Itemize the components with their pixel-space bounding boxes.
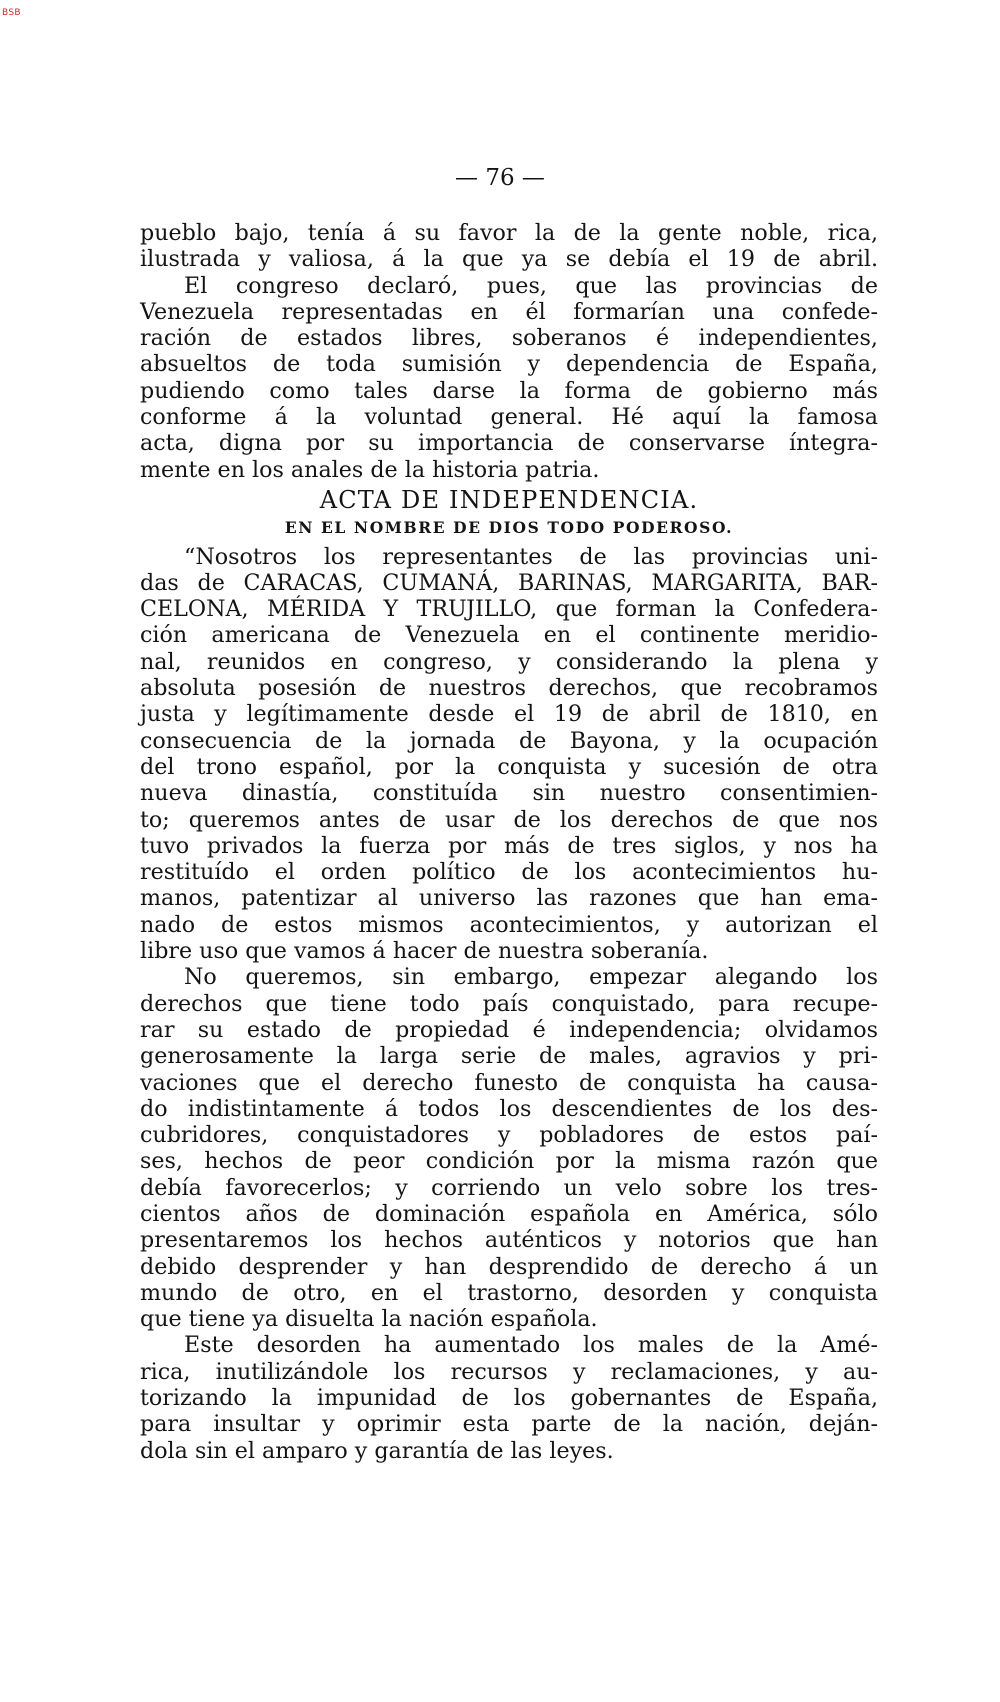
text-line: vaciones que el derecho funesto de conquista ha causa-: [140, 1069, 878, 1096]
text-line: do indistintamente á todos los descendientes de los des-: [140, 1095, 878, 1122]
text-line: to; queremos antes de usar de los derechos de que nos: [140, 806, 878, 833]
text-line: para insultar y oprimir esta parte de la nación, deján-: [140, 1411, 878, 1438]
text-line: torizando la impunidad de los gobernantes de España,: [140, 1385, 878, 1412]
text-line: justa y legítimamente desde el 19 de abril de 1810, en: [140, 701, 878, 728]
text-line: mundo de otro, en el trastorno, desorden y conquista: [140, 1279, 878, 1306]
text-line: derechos que tiene todo país conquistado, para recupe-: [140, 990, 878, 1017]
text-line: Este desorden ha aumentado los males de la Amé-: [184, 1332, 878, 1359]
text-line: presentaremos los hechos auténticos y notorios que han: [140, 1227, 878, 1254]
text-line: libre uso que vamos á hacer de nuestra soberanía.: [140, 938, 709, 965]
text-line: dola sin el amparo y garantía de las leyes.: [140, 1437, 614, 1464]
text-line: ses, hechos de peor condición por la misma razón que: [140, 1148, 878, 1175]
paragraph-representatives: [140, 544, 878, 965]
paragraph-congress-declaration: [140, 273, 878, 483]
text-line: debía favorecerlos; y corriendo un velo sobre los tres-: [140, 1174, 878, 1201]
text-line: conforme á la voluntad general. Hé aquí la famosa: [140, 404, 878, 431]
text-line: rica, inutilizándole los recursos y reclamaciones, y au-: [140, 1358, 878, 1385]
text-line: rar su estado de propiedad é independencia; olvidamos: [140, 1016, 878, 1043]
paragraph-disorder: [140, 1332, 878, 1463]
text-line: tuvo privados la fuerza por más de tres siglos, y nos ha: [140, 832, 878, 859]
text-line: nado de estos mismos acontecimientos, y autorizan el: [140, 911, 878, 938]
paragraph-continuation: [140, 220, 878, 273]
text-line: cubridores, conquistadores y pobladores de estos paí-: [140, 1122, 878, 1149]
text-line: cientos años de dominación española en América, sólo: [140, 1200, 878, 1227]
text-line: absueltos de toda sumisión y dependencia de España,: [140, 351, 878, 378]
text-line: El congreso declaró, pues, que las provincias de: [184, 272, 878, 299]
text-line: nueva dinastía, constituída sin nuestro consentimien-: [140, 780, 878, 807]
paragraph-rights: [140, 964, 878, 1332]
section-heading: ACTA DE INDEPENDENCIA.: [319, 485, 699, 514]
text-line: nal, reunidos en congreso, y considerando la plena y: [140, 648, 878, 675]
text-line: ilustrada y valiosa, á la que ya se debía el 19 de abril.: [140, 246, 878, 273]
text-line: manos, patentizar al universo las razones que han ema-: [140, 885, 878, 912]
page-number: — 76 —: [455, 165, 545, 191]
text-line: No queremos, sin embargo, empezar alegando los: [184, 964, 878, 991]
text-line: das de CARACAS, CUMANÁ, BARINAS, MARGARITA, BAR-: [140, 569, 878, 596]
text-line: pudiendo como tales darse la forma de gobierno más: [140, 377, 878, 404]
text-line: que tiene ya disuelta la nación española.: [140, 1306, 598, 1333]
text-line: acta, digna por su importancia de conservarse íntegra-: [140, 430, 878, 457]
text-line: ción americana de Venezuela en el continente meridio-: [140, 622, 878, 649]
text-line: “Nosotros los representantes de las provincias uni-: [184, 543, 878, 570]
text-line: CELONA, MÉRIDA Y TRUJILLO, que forman la Confedera-: [140, 596, 878, 623]
text-line: absoluta posesión de nuestros derechos, que recobramos: [140, 675, 878, 702]
text-line: pueblo bajo, tenía á su favor la de la gente noble, rica,: [140, 220, 878, 246]
library-watermark: BSB: [2, 8, 21, 18]
text-line: ración de estados libres, soberanos é independientes,: [140, 325, 878, 352]
text-line: consecuencia de la jornada de Bayona, y la ocupación: [140, 727, 878, 754]
text-line: generosamente la larga serie de males, agravios y pri-: [140, 1043, 878, 1070]
text-line: mente en los anales de la historia patria.: [140, 456, 600, 483]
section-subheading: EN EL NOMBRE DE DIOS TODO PODEROSO.: [284, 518, 734, 538]
text-line: restituído el orden político de los acontecimientos hu-: [140, 859, 878, 886]
document-body: [140, 220, 878, 1464]
text-line: Venezuela representadas en él formarían una confede-: [140, 298, 878, 325]
text-line: del trono español, por la conquista y sucesión de otra: [140, 753, 878, 780]
text-line: debido desprender y han desprendido de derecho á un: [140, 1253, 878, 1280]
